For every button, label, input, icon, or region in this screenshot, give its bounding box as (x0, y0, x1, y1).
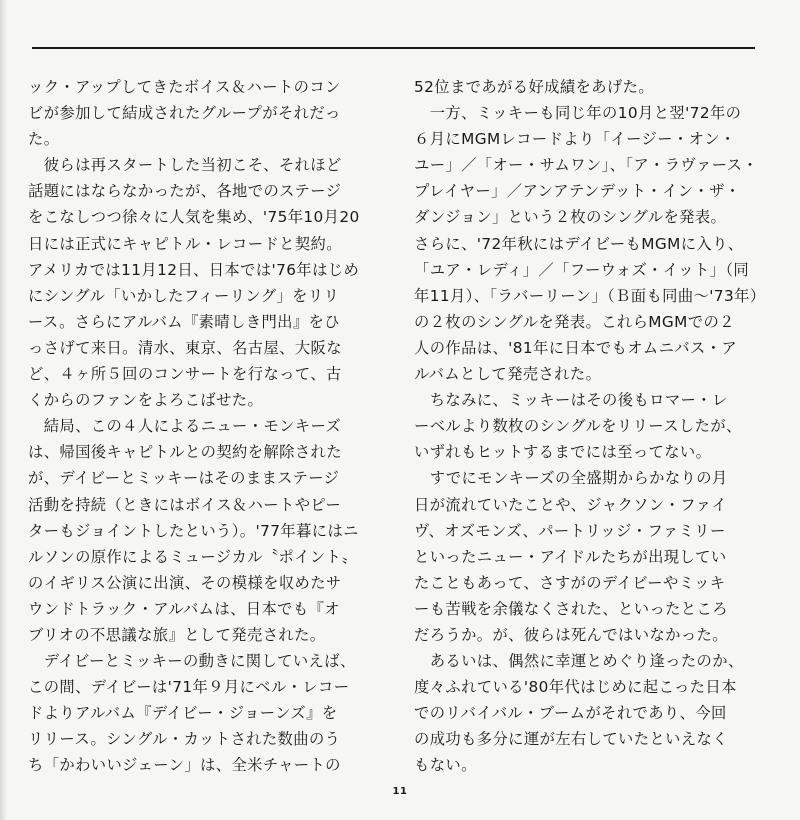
text-line: 一方、ミッキーも同じ年の10月と翌'72年の (414, 104, 742, 123)
text-line: が、デイビーとミッキーはそのままステージ (28, 469, 340, 488)
page-edge-shadow (0, 0, 7, 820)
text-line: 活動を持続（ときにはボイス＆ハートやピー (28, 495, 342, 514)
page-number: 11 (392, 786, 408, 797)
text-line: 「ユア・レディ」／「フーウォズ・イット」（同 (414, 260, 750, 279)
text-line: ユー」／「オー・サムワン」、「ア・ラヴァース・ (414, 156, 759, 175)
text-line: でのリバイバル・ブームがそれであり、今回 (414, 704, 727, 723)
text-line: ビが参加して結成されたグループがそれだっ (28, 104, 341, 123)
text-line: ちなみに、ミッキーはその後もロマー・レ (414, 391, 728, 410)
text-line: アメリカでは11月12日、日本では'76年はじめ (28, 260, 360, 279)
text-line: ルバムとして発売された。 (414, 365, 602, 384)
text-line: といったニュー・アイドルたちが出現してい (414, 547, 727, 566)
text-line: ターもジョイントしたという）。'77年暮にはニ (28, 521, 359, 540)
text-line: た。 (28, 130, 60, 149)
text-line: ック・アップしてきたボイス＆ハートのコン (28, 78, 341, 96)
text-line: もない。 (414, 756, 477, 775)
text-line: ダンジョン」という２枚のシングルを発表。 (414, 208, 727, 227)
text-line: あるいは、偶然に幸運とめぐり逢ったのか、 (414, 652, 744, 671)
text-line: ヴ、オズモンズ、パートリッジ・ファミリー (414, 521, 726, 540)
text-line: くからのファンをよろこばせた。 (28, 391, 264, 410)
text-line: 日には正式にキャピトル・レコードと契約。 (28, 234, 342, 253)
text-line: ６月にMGMレコードより「イージー・オン・ (414, 130, 736, 149)
text-line: ドよりアルバム『デイビー・ジョーンズ』を (28, 704, 338, 723)
text-line: プレイヤー」／アンアテンデット・イン・ザ・ (414, 182, 741, 201)
text-line: にシングル「いかしたフィーリング」をリリ (28, 286, 340, 305)
text-line: 結局、この４人によるニュー・モンキーズ (28, 417, 342, 436)
text-line: をこなしつつ徐々に人気を集め、'75年10月20 (28, 208, 360, 227)
text-line: 度々ふれている'80年代はじめに起こった日本 (414, 678, 737, 697)
text-line: ブリオの不思議な旅』として発売された。 (28, 625, 326, 644)
text-line: ウンドトラック・アルバムは、日本でも『オ (28, 599, 340, 618)
text-line: ース。さらにアルバム『素晴しき門出』をひ (28, 312, 340, 331)
text-line: ーも苦戦を余儀なくされた、といったところ (414, 599, 728, 618)
right-text-column (414, 74, 776, 779)
text-line: ど、４ヶ所５回のコンサートを行なって、古 (28, 365, 342, 384)
text-line: たこともあって、さすがのデイビーやミッキ (414, 573, 726, 592)
text-line: 人の作品は、'81年に日本でもオムニバス・ア (414, 338, 738, 357)
text-line: すでにモンキーズの全盛期からかなりの月 (414, 469, 728, 488)
text-line: デイビーとミッキーの動きに関していえば、 (28, 652, 356, 671)
text-line: いずれもヒットするまでには至ってない。 (414, 443, 712, 462)
text-line: の２枚のシングルを発表。これらMGMでの２ (414, 312, 735, 331)
text-line: っさげて来日。清水、東京、名古屋、大阪な (28, 338, 342, 357)
text-line: の成功も多分に運が左右していたといえなく (414, 730, 728, 749)
text-line: だろうか。が、彼らは死んではいなかった。 (414, 625, 728, 644)
text-line: のイギリス公演に出演、その模様を収めたサ (28, 573, 342, 592)
header-rule (32, 47, 755, 49)
text-line: は、帰国後キャピトルとの契約を解除された (28, 443, 342, 462)
text-line: さらに、'72年秋にはデイビーもMGMに入り、 (414, 234, 744, 253)
text-line: リリース。シングル・カットされた数曲のう (28, 730, 341, 749)
text-line: 52位まであがる好成績をあげた。 (414, 78, 655, 96)
text-line: 彼らは再スタートした当初こそ、それほど (28, 156, 342, 175)
text-line: この間、デイビーは'71年９月にベル・レコー (28, 678, 350, 697)
text-line: ルソンの原作によるミュージカル〝ポイント〟 (28, 547, 358, 566)
text-line: ーベルより数枚のシングルをリリースしたが、 (414, 417, 742, 436)
text-line: 年11月）、「ラバーリーン」（Ｂ面も同曲～'73年） (414, 286, 766, 305)
text-line: 日が流れていたことや、ジャクソン・ファイ (414, 495, 728, 514)
left-text-column (28, 74, 390, 779)
text-line: 話題にはならなかったが、各地でのステージ (28, 182, 342, 201)
text-line: ち「かわいいジェーン」は、全米チャートの (28, 756, 341, 775)
